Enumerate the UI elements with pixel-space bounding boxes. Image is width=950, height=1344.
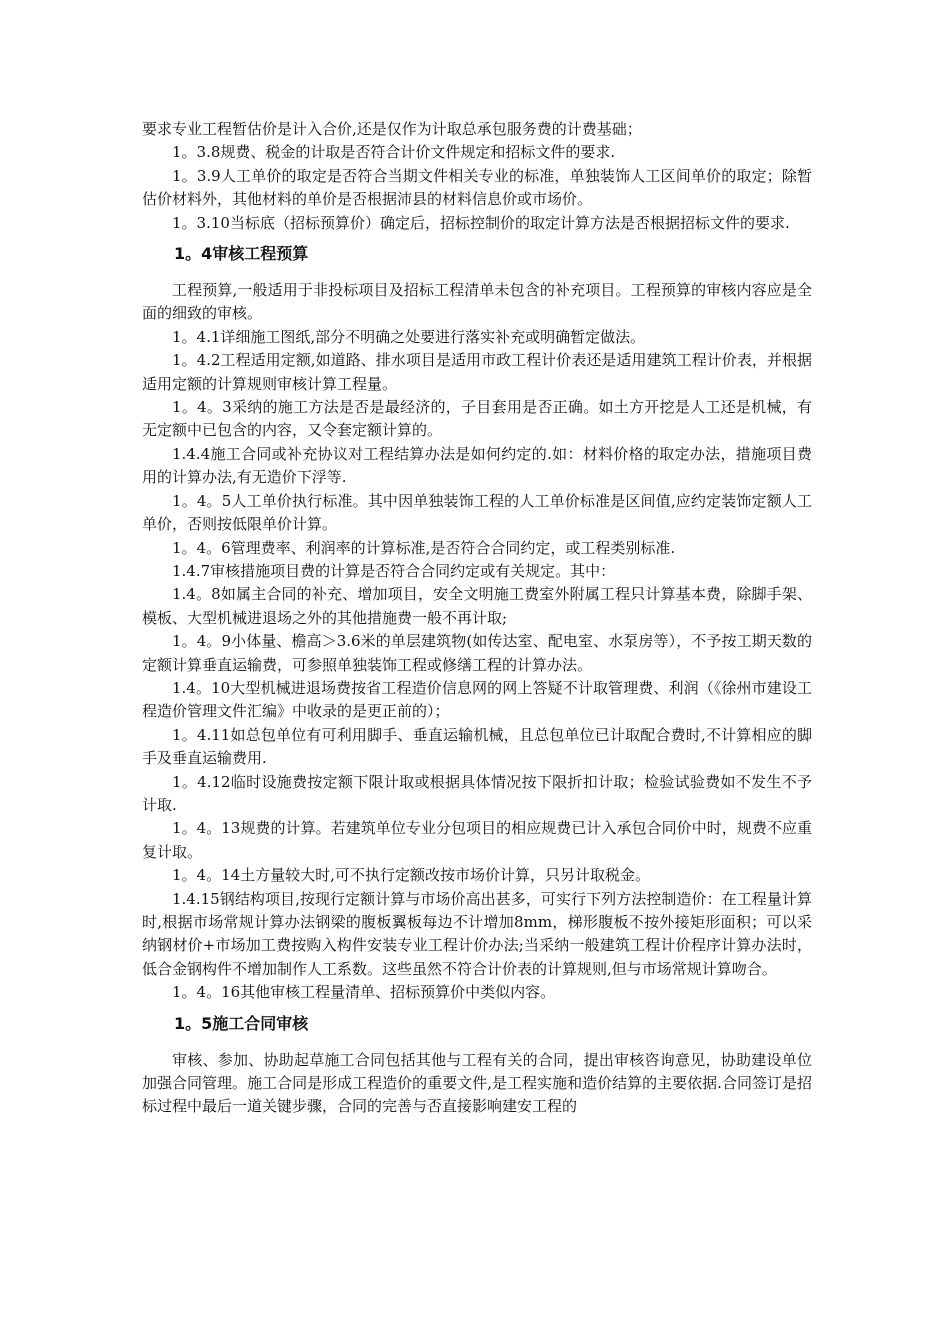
document-page [142, 118, 812, 1119]
paragraph: 1.4。10大型机械进退场费按省工程造价信息网的网上答疑不计取管理费、利润（《徐州市建设工程造价管理文件汇编》中收录的是更正前的）； [142, 678, 812, 721]
paragraph: 1.4。8如属主合同的补充、增加项目，安全文明施工费室外附属工程只计算基本费，除脚手架、模板、大型机械进退场之外的其他措施费一般不再计取; [142, 585, 812, 627]
paragraph: 1。4.12临时设施费按定额下限计取或根据具体情况按下限折扣计取；检验试验费如不发生不予计取. [142, 772, 812, 814]
paragraph: 1。4。9小体量、檐高＞3.6米的单层建筑物(如传达室、配电室、水泵房等），不予按工期天数的定额计算垂直运输费，可参照单独装饰工程或修缮工程的计算办法。 [142, 632, 812, 674]
section-heading-1-5: 1。5施工合同审核 [174, 1013, 309, 1033]
paragraph: 1.4.4施工合同或补充协议对工程结算办法是如何约定的.如：材料价格的取定办法，措施项目费用的计算办法,有无造价下浮等. [142, 444, 812, 487]
paragraph: 1。3.8规费、税金的计取是否符合计价文件规定和招标文件的要求. [172, 143, 616, 162]
paragraph: 1。4.2工程适用定额,如道路、排水项目是适用市政工程计价表还是适用建筑工程计价表，并根据适用定额的计算规则审核计算工程量。 [142, 351, 812, 393]
paragraph: 工程预算,一般适用于非投标项目及招标工程清单未包含的补充项目。工程预算的审核内容应是全面的细致的审核。 [142, 281, 812, 323]
paragraph: 1。4。5人工单价执行标准。其中因单独装饰工程的人工单价标准是区间值,应约定装饰定额人工单价，否则按低限单价计算。 [142, 491, 812, 534]
paragraph: 1。3.10当标底（招标预算价）确定后，招标控制价的取定计算方法是否根据招标文件的要求. [172, 213, 790, 232]
section-heading-1-4: 1。4审核工程预算 [174, 244, 309, 264]
paragraph: 1.4.15钢结构项目,按现行定额计算与市场价高出甚多，可实行下列方法控制造价：在工程量计算时,根据市场常规计算办法钢梁的腹板翼板每边不计增加8mm，梯形腹板不按外接矩形面积；可以采纳钢材价+市场加工费按购入构件安装专业工程计价办法;当采纳一般建筑工程计价程序计算办法时，低合金钢构件不增加制作人工系数。这些虽然不符合计价表的计算规则,但与市场常规计算吻合。 [142, 889, 812, 978]
paragraph: 1。4.11如总包单位有可利用脚手、垂直运输机械，且总包单位已计取配合费时,不计算相应的脚手及垂直运输费用. [142, 725, 812, 768]
paragraph: 审核、参加、协助起草施工合同包括其他与工程有关的合同，提出审核咨询意见，协助建设单位加强合同管理。施工合同是形成工程造价的重要文件,是工程实施和造价结算的主要依据.合同签订是招标过程中最后一道关键步骤，合同的完善与否直接影响建安工程的 [142, 1050, 812, 1116]
paragraph: 要求专业工程暂估价是计入合价,还是仅作为计取总承包服务费的计费基础； [142, 120, 642, 138]
paragraph: 1。4。13规费的计算。若建筑单位专业分包项目的相应规费已计入承包合同价中时，规费不应重复计取。 [142, 819, 812, 861]
paragraph: 1。4。14土方量较大时,可不执行定额改按市场价计算，只另计取税金。 [172, 866, 650, 885]
paragraph: 1。4。3采纳的施工方法是否是最经济的，子目套用是否正确。如土方开挖是人工还是机械，有无定额中已包含的内容，又令套定额计算的。 [142, 398, 812, 440]
paragraph: 1。4。16其他审核工程量清单、招标预算价中类似内容。 [172, 983, 556, 1002]
paragraph: 1。4.1详细施工图纸,部分不明确之处要进行落实补充或明确暂定做法。 [172, 327, 646, 346]
paragraph: 1。3.9人工单价的取定是否符合当期文件相关专业的标准，单独装饰人工区间单价的取定；除暂估价材料外，其他材料的单价是否根据沛县的材料信息价或市场价。 [142, 166, 812, 209]
paragraph: 1.4.7审核措施项目费的计算是否符合合同约定或有关规定。其中： [172, 561, 616, 580]
paragraph: 1。4。6管理费率、利润率的计算标准,是否符合合同约定，或工程类别标准. [172, 538, 676, 557]
